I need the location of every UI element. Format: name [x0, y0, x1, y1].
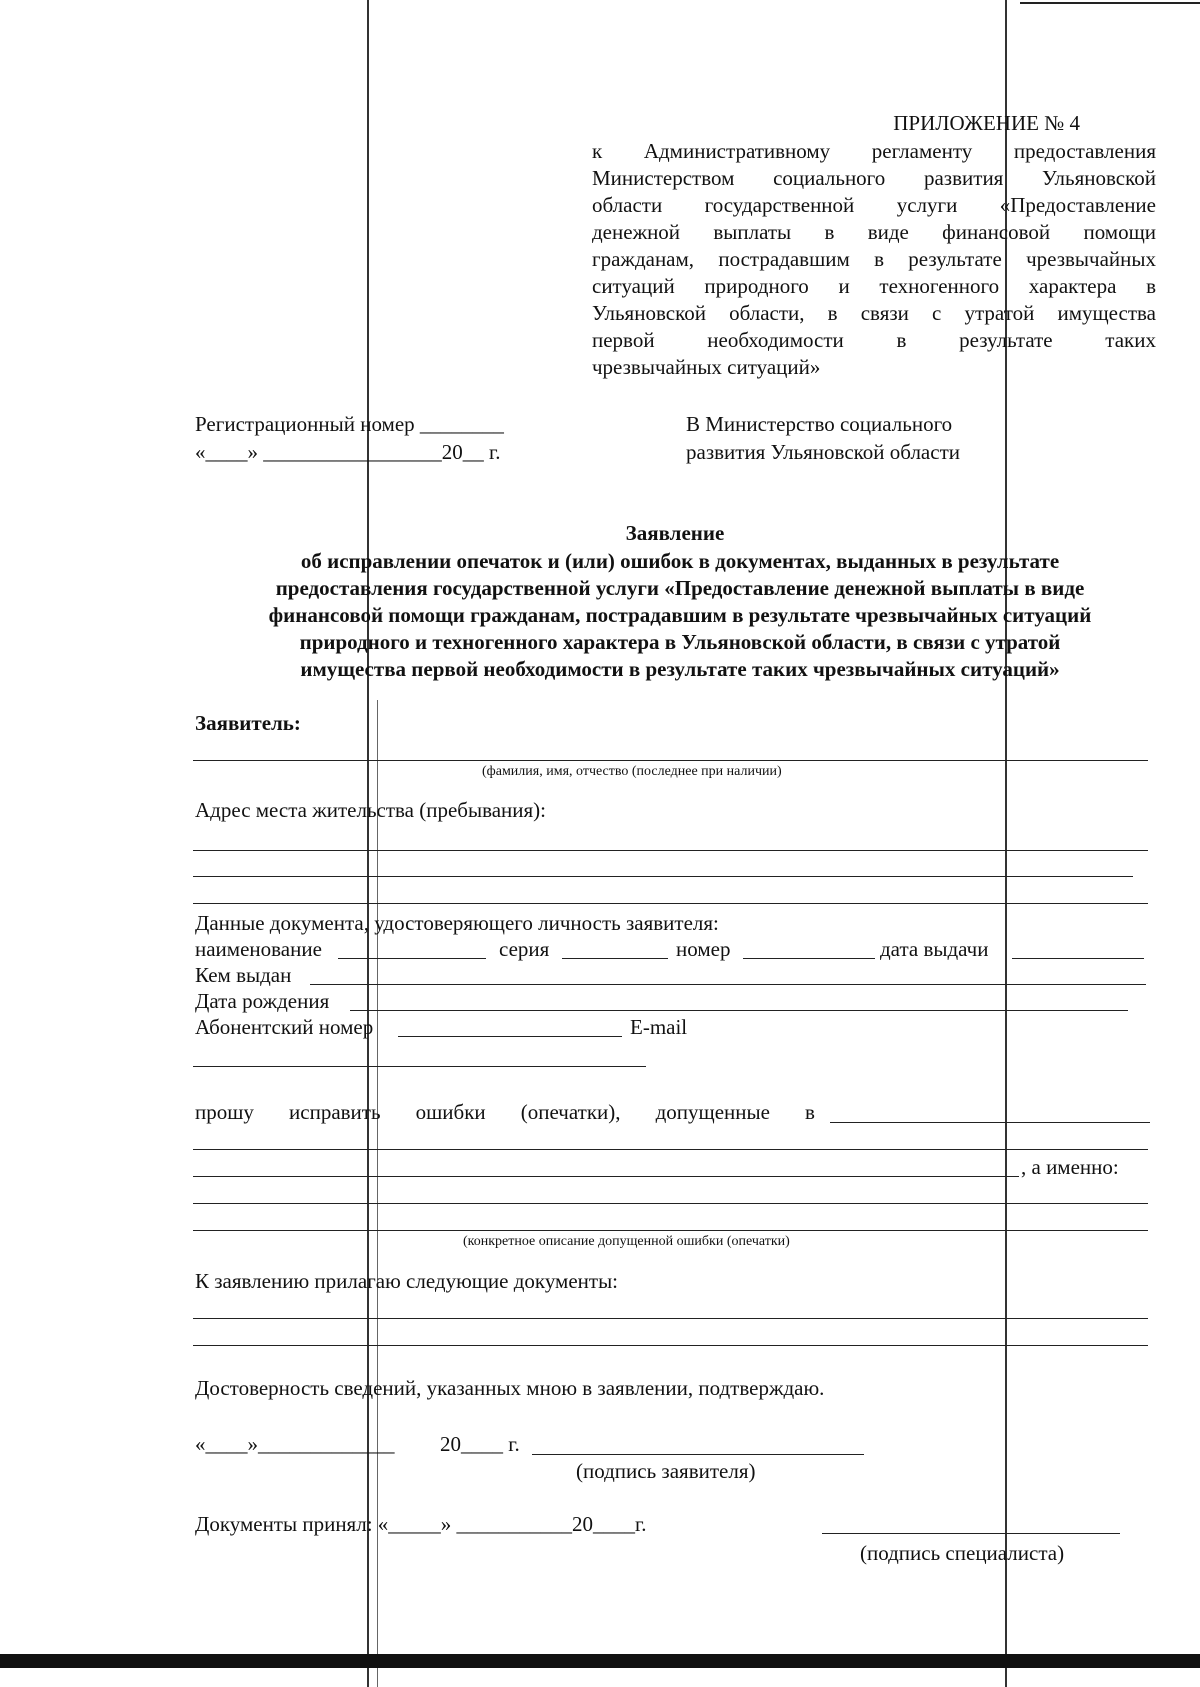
address-field-line[interactable]: [193, 903, 1148, 904]
signature-date: «____»_____________: [195, 1432, 395, 1456]
request-field-line[interactable]: [193, 1149, 1148, 1150]
address-field-line[interactable]: [193, 876, 1133, 877]
attachments-label: К заявлению прилагаю следующие документы:: [195, 1269, 619, 1293]
issued-by-label: Кем выдан: [195, 963, 292, 987]
accepted-label: Документы принял: «_____» ___________20____г.: [195, 1512, 647, 1536]
appendix-line: денежной выплаты в виде финансовой помощи: [592, 220, 1156, 244]
id-document-series-label: серия: [499, 937, 550, 961]
request-field-line[interactable]: [193, 1176, 1019, 1177]
statement-line: природного и техногенного характера в Ульяновской области, в связи с утратой: [299, 630, 1061, 654]
statement-line: предоставления государственной услуги «Предоставление денежной выплаты в виде: [275, 576, 1085, 600]
scan-fold-line-left-2: [377, 700, 378, 1687]
appendix-line: чрезвычайных ситуаций»: [592, 355, 821, 379]
birth-date-field[interactable]: [350, 1010, 1128, 1011]
error-description-line[interactable]: [193, 1203, 1148, 1204]
applicant-fio-caption: (фамилия, имя, отчество (последнее при наличии): [482, 764, 782, 779]
appendix-line: Министерством социального развития Ульяновской: [592, 166, 1156, 190]
id-document-issue-date-label: дата выдачи: [880, 937, 989, 961]
scan-top-edge: [1020, 2, 1200, 4]
request-document-field[interactable]: [830, 1122, 1150, 1123]
addressee-line-1: В Министерство социального: [686, 412, 953, 436]
request-word: исправить: [289, 1100, 381, 1124]
appendix-description: [592, 138, 1156, 381]
registration-date-line: «____» _________________20__ г.: [195, 440, 501, 464]
specialist-signature-field[interactable]: [822, 1533, 1120, 1534]
scan-bottom-edge: [0, 1654, 1200, 1668]
appendix-line: к Административному регламенту предоставления: [592, 139, 1156, 163]
birth-date-label: Дата рождения: [195, 989, 330, 1013]
phone-field[interactable]: [398, 1036, 622, 1037]
applicant-signature-caption: (подпись заявителя): [576, 1459, 756, 1483]
email-field[interactable]: [193, 1066, 646, 1067]
attachments-field-line[interactable]: [193, 1345, 1148, 1346]
request-word: допущенные: [655, 1100, 770, 1124]
appendix-line: первой необходимости в результате таких: [592, 328, 1156, 352]
request-sentence: [195, 1099, 815, 1125]
id-document-name-label: наименование: [195, 937, 322, 961]
confirmation-text: Достоверность сведений, указанных мною в заявлении, подтверждаю.: [195, 1376, 825, 1400]
phone-label: Абонентский номер: [195, 1015, 374, 1039]
statement-title: Заявление: [625, 521, 725, 545]
error-description-caption: (конкретное описание допущенной ошибки (опечатки): [463, 1234, 790, 1249]
applicant-signature-field[interactable]: [532, 1454, 864, 1455]
request-word: (опечатки),: [520, 1100, 621, 1124]
appendix-title: ПРИЛОЖЕНИЕ № 4: [893, 111, 1080, 135]
request-namely-label: , а именно:: [1021, 1155, 1119, 1179]
id-document-issue-date-field[interactable]: [1012, 958, 1144, 959]
applicant-label: Заявитель:: [195, 711, 301, 735]
appendix-line: области государственной услуги «Предоставление: [592, 193, 1156, 217]
id-document-heading: Данные документа, удостоверяющего личность заявителя:: [195, 911, 719, 935]
email-label: E-mail: [630, 1015, 688, 1039]
request-word: в: [805, 1100, 815, 1124]
issued-by-field[interactable]: [310, 984, 1146, 985]
request-word: прошу: [195, 1100, 254, 1124]
appendix-line: ситуаций природного и техногенного характера в: [592, 274, 1156, 298]
id-document-series-field[interactable]: [562, 958, 668, 959]
addressee-line-2: развития Ульяновской области: [686, 440, 960, 464]
id-document-name-field[interactable]: [338, 958, 486, 959]
appendix-line: гражданам, пострадавшим в результате чрезвычайных: [592, 247, 1156, 271]
address-label: Адрес места жительства (пребывания):: [195, 798, 547, 822]
request-word: ошибки: [415, 1100, 486, 1124]
attachments-field-line[interactable]: [193, 1318, 1148, 1319]
statement-line: финансовой помощи гражданам, пострадавшим в результате чрезвычайных ситуаций: [268, 603, 1092, 627]
statement-subject: [180, 548, 1180, 683]
signature-year: 20____ г.: [440, 1432, 520, 1456]
address-field-line[interactable]: [193, 850, 1148, 851]
specialist-signature-caption: (подпись специалиста): [860, 1541, 1065, 1565]
registration-number-label: Регистрационный номер ________: [195, 412, 504, 436]
statement-line: об исправлении опечаток и (или) ошибок в документах, выданных в результате: [300, 549, 1060, 573]
id-document-number-field[interactable]: [743, 958, 875, 959]
id-document-number-label: номер: [676, 937, 731, 961]
appendix-line: Ульяновской области, в связи с утратой имущества: [592, 301, 1156, 325]
statement-line: имущества первой необходимости в результате таких чрезвычайных ситуаций»: [300, 657, 1060, 681]
